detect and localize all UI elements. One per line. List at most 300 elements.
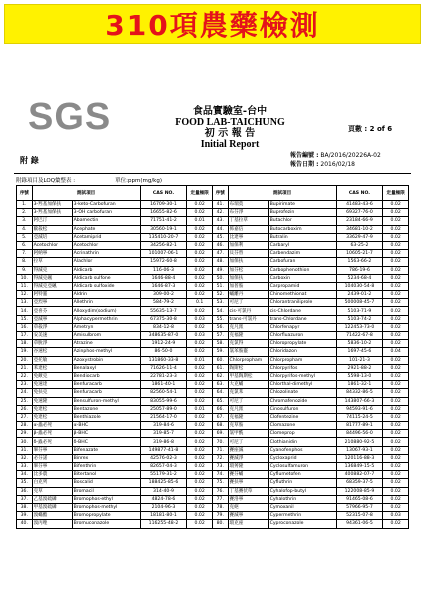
name-en: Boscalid bbox=[72, 479, 140, 487]
row-number: 29. bbox=[17, 430, 33, 438]
cas-number: 22781-23-3 bbox=[140, 372, 187, 380]
table-row bbox=[17, 438, 409, 446]
cas-number: 2439-01-2 bbox=[336, 291, 383, 299]
row-number: 35. bbox=[17, 479, 33, 487]
row-number: 44. bbox=[212, 225, 228, 233]
name-zh: 布瑞莫 bbox=[228, 201, 268, 209]
cas-number: 500008-45-7 bbox=[336, 299, 383, 307]
row-number: 52. bbox=[212, 291, 228, 299]
loq-value: 0.02 bbox=[383, 381, 409, 389]
row-number: 77. bbox=[212, 495, 228, 503]
name-zh: 3-羥基加保扶 bbox=[32, 201, 72, 209]
loq-value: 0.02 bbox=[383, 250, 409, 258]
name-en: Bromopropylate bbox=[72, 512, 140, 520]
table-row bbox=[17, 405, 409, 413]
cas-number: 23184-66-9 bbox=[336, 217, 383, 225]
loq-value: 0.02 bbox=[187, 430, 213, 438]
loq-value: 0.02 bbox=[383, 241, 409, 249]
name-zh: Acetochlor bbox=[32, 241, 72, 249]
name-zh: 免敵克 bbox=[32, 372, 72, 380]
lod-label: 附錄項目及LOQ彙整表 : bbox=[16, 178, 76, 184]
loq-value: 0.02 bbox=[187, 274, 213, 282]
name-zh: 克凡派 bbox=[228, 323, 268, 331]
row-number: 19. bbox=[17, 348, 33, 356]
cas-number: 5103-71-9 bbox=[336, 307, 383, 315]
name-en: Carpropamid bbox=[268, 282, 336, 290]
loq-value: 0.02 bbox=[383, 291, 409, 299]
row-number: 1. bbox=[17, 201, 33, 209]
name-zh: 3-羥基加保扶 bbox=[32, 209, 72, 217]
cas-number: 188425-85-6 bbox=[140, 479, 187, 487]
table-header-row bbox=[17, 186, 409, 201]
name-en: cis-Chlordane bbox=[268, 307, 336, 315]
name-zh: 環克座 bbox=[228, 520, 268, 528]
table-row bbox=[17, 348, 409, 356]
loq-value: 0.02 bbox=[383, 463, 409, 471]
name-zh: 阿納寧 bbox=[32, 250, 72, 258]
report-no: BA/2016/20226A-02 bbox=[320, 152, 381, 159]
cas-number: 71626-11-4 bbox=[140, 364, 187, 372]
name-en: 3-OH carbofuran bbox=[72, 209, 140, 217]
header-cas: CAS NO. bbox=[336, 186, 383, 201]
loq-value: 0.02 bbox=[383, 315, 409, 323]
row-number: 13. bbox=[17, 299, 33, 307]
row-number: 15. bbox=[17, 315, 33, 323]
lab-name-zh: 食品實驗室-台中 bbox=[192, 106, 268, 117]
table-row bbox=[17, 225, 409, 233]
cas-number: 1697-45-6 bbox=[336, 348, 383, 356]
table-row bbox=[17, 323, 409, 331]
header-loq: 定量極限 bbox=[383, 186, 409, 201]
row-number: 72. bbox=[212, 454, 228, 462]
name-en: Benthiazole bbox=[72, 413, 140, 421]
loq-value: 0.02 bbox=[383, 201, 409, 209]
loq-value: 0.02 bbox=[187, 291, 213, 299]
cas-number: 101007-06-1 bbox=[140, 250, 187, 258]
name-en: α-BHC bbox=[72, 422, 140, 430]
name-zh: 比達寧 bbox=[228, 233, 268, 241]
title-banner bbox=[4, 4, 421, 44]
row-number: 26. bbox=[17, 405, 33, 413]
loq-value: 0.02 bbox=[383, 266, 409, 274]
row-number: 16. bbox=[17, 323, 33, 331]
loq-value: 0.01 bbox=[187, 217, 213, 225]
loq-value: 0.02 bbox=[383, 217, 409, 225]
cas-number: 584-79-2 bbox=[140, 299, 187, 307]
report-type-zh: 初 示 報 告 bbox=[204, 128, 256, 139]
loq-value: 0.02 bbox=[383, 274, 409, 282]
table-row bbox=[17, 422, 409, 430]
cas-number: 84496-56-0 bbox=[336, 430, 383, 438]
loq-value: 0.02 bbox=[383, 340, 409, 348]
cas-number: 86-50-0 bbox=[140, 348, 187, 356]
cas-number: 5103-74-2 bbox=[336, 315, 383, 323]
header-no: 序號 bbox=[17, 186, 33, 201]
name-en: 3-keto-Carbofuran bbox=[72, 201, 140, 209]
row-number: 7. bbox=[17, 250, 33, 258]
name-en: Cyfluthrin bbox=[268, 479, 336, 487]
report-type-en: Initial Report bbox=[200, 139, 260, 150]
loq-value: 0.02 bbox=[187, 503, 213, 511]
name-zh: 加保利 bbox=[228, 241, 268, 249]
cas-number: 18181-80-1 bbox=[140, 512, 187, 520]
loq-value: 0.02 bbox=[187, 463, 213, 471]
name-en: Bentazone bbox=[72, 405, 140, 413]
cas-number: 314-40-9 bbox=[140, 487, 187, 495]
cas-number: 52315-07-8 bbox=[336, 512, 383, 520]
name-zh: 阿特靈 bbox=[32, 291, 72, 299]
loq-value: 0.02 bbox=[187, 323, 213, 331]
name-en: Alphacypermethrin bbox=[72, 315, 140, 323]
name-zh: 免達松 bbox=[32, 405, 72, 413]
name-zh: 克福隆 bbox=[228, 332, 268, 340]
name-zh: 亞滅寧 bbox=[32, 315, 72, 323]
name-zh: 賽扶寧 bbox=[228, 479, 268, 487]
name-en: Carboxin bbox=[268, 274, 336, 282]
banner-title: 310項農藥檢測 bbox=[105, 9, 320, 42]
loq-value: 0.02 bbox=[187, 225, 213, 233]
row-number: 5. bbox=[17, 233, 33, 241]
name-en: Binrex bbox=[72, 454, 140, 462]
row-number: 62. bbox=[212, 372, 228, 380]
loq-value: 0.02 bbox=[187, 381, 213, 389]
name-en: Chlorantraniliprole bbox=[268, 299, 336, 307]
row-number: 23. bbox=[17, 381, 33, 389]
row-number: 6. bbox=[17, 241, 33, 249]
row-number: 68. bbox=[212, 422, 228, 430]
name-en: Ametryn bbox=[72, 323, 140, 331]
name-en: Bensulfuron-methyl bbox=[72, 397, 140, 405]
cas-number: 1646-87-3 bbox=[140, 282, 187, 290]
loq-value: 0.02 bbox=[187, 250, 213, 258]
loq-value: 0.02 bbox=[383, 503, 409, 511]
loq-value: 0.02 bbox=[187, 438, 213, 446]
table-row bbox=[17, 258, 409, 266]
cas-number: 5836-10-2 bbox=[336, 340, 383, 348]
cas-number: 84332-86-5 bbox=[336, 389, 383, 397]
row-number: 49. bbox=[212, 266, 228, 274]
name-zh: 環莠隆 bbox=[228, 463, 268, 471]
name-zh: 蟎離丹 bbox=[228, 291, 268, 299]
name-en: Acephate bbox=[72, 225, 140, 233]
loq-value: 0.02 bbox=[187, 201, 213, 209]
name-zh: 亞烈寧 bbox=[32, 299, 72, 307]
cas-number: 94593-91-6 bbox=[336, 405, 383, 413]
name-en: Bromuconazole bbox=[72, 520, 140, 528]
lab-name-en: FOOD LAB-TAICHUNG bbox=[175, 117, 285, 128]
table-row bbox=[17, 446, 409, 454]
row-number: 43. bbox=[212, 217, 228, 225]
row-number: 3. bbox=[17, 217, 33, 225]
table-row bbox=[17, 209, 409, 217]
name-en: Benfuracarb bbox=[72, 389, 140, 397]
name-en: Benfuracarb bbox=[72, 381, 140, 389]
name-en: Clofentezine bbox=[268, 413, 336, 421]
cas-number: 1563-66-2 bbox=[336, 258, 383, 266]
name-zh: cis-可氯丹 bbox=[228, 307, 268, 315]
table-note bbox=[16, 176, 162, 184]
table-row bbox=[17, 274, 409, 282]
name-zh: 加芬松 bbox=[228, 266, 268, 274]
name-zh: 阿巴汀 bbox=[32, 217, 72, 225]
cas-number: 71422-67-8 bbox=[336, 332, 383, 340]
cas-number: 91465-08-6 bbox=[336, 495, 383, 503]
table-row bbox=[17, 471, 409, 479]
row-number: 56. bbox=[212, 323, 228, 331]
row-number: 9. bbox=[17, 266, 33, 274]
loq-value: 0.02 bbox=[187, 282, 213, 290]
cas-number: 149877-41-8 bbox=[140, 446, 187, 454]
row-number: 46. bbox=[212, 241, 228, 249]
loq-value: 0.02 bbox=[187, 446, 213, 454]
name-zh: 克草胺 bbox=[228, 422, 268, 430]
name-en: Bifenthrin bbox=[72, 463, 140, 471]
table-row bbox=[17, 413, 409, 421]
header-item: 測試項目 bbox=[32, 186, 140, 201]
row-number: 70. bbox=[212, 438, 228, 446]
loq-value: 0.02 bbox=[383, 471, 409, 479]
name-en: Chloridazon bbox=[268, 348, 336, 356]
loq-value: 0.02 bbox=[383, 446, 409, 454]
cas-number: 319-84-6 bbox=[140, 422, 187, 430]
name-zh: 畢芬寧 bbox=[32, 446, 72, 454]
name-en: Bitertanol bbox=[72, 471, 140, 479]
table-row bbox=[17, 291, 409, 299]
row-number: 51. bbox=[212, 282, 228, 290]
name-zh: 拉草 bbox=[32, 258, 72, 266]
name-zh: 加保扶 bbox=[228, 274, 268, 282]
cas-number: 101-21-3 bbox=[336, 356, 383, 364]
name-zh: 亞滅培 bbox=[32, 233, 72, 241]
loq-value: 0.02 bbox=[383, 397, 409, 405]
name-en: Bromacil bbox=[72, 487, 140, 495]
name-en: Benalaxyl bbox=[72, 364, 140, 372]
table-row bbox=[17, 381, 409, 389]
row-number: 33. bbox=[17, 463, 33, 471]
loq-value: 0.02 bbox=[187, 479, 213, 487]
name-zh: Chlorpropham bbox=[228, 356, 268, 364]
table-row bbox=[17, 299, 409, 307]
cas-number: 74115-24-5 bbox=[336, 413, 383, 421]
loq-value: 0.01 bbox=[187, 356, 213, 364]
name-en: Bifenazate bbox=[72, 446, 140, 454]
row-number: 65. bbox=[212, 397, 228, 405]
name-en: Azoxystrobin bbox=[72, 356, 140, 364]
name-zh: 氯甲酰 bbox=[228, 430, 268, 438]
cas-number: 13067-93-1 bbox=[336, 446, 383, 454]
loq-value: 0.02 bbox=[383, 209, 409, 217]
cas-number: 15972-60-8 bbox=[140, 258, 187, 266]
name-en: Cyhalothrin bbox=[268, 495, 336, 503]
cas-number: 4824-78-6 bbox=[140, 495, 187, 503]
name-zh: 歐殺松 bbox=[32, 225, 72, 233]
loq-value: 0.02 bbox=[383, 413, 409, 421]
cas-number: 1646-88-4 bbox=[140, 274, 187, 282]
name-en: Aldrin bbox=[72, 291, 140, 299]
name-en: Cyproconazole bbox=[268, 520, 336, 528]
name-zh: 谷速松 bbox=[32, 348, 72, 356]
loq-value: 0.02 bbox=[383, 389, 409, 397]
loq-value: 0.03 bbox=[187, 332, 213, 340]
name-zh: 得滅克亞碸 bbox=[32, 282, 72, 290]
row-number: 34. bbox=[17, 471, 33, 479]
cas-number: 5598-13-0 bbox=[336, 372, 383, 380]
cas-number: 55179-31-2 bbox=[140, 471, 187, 479]
cas-number: 120116-88-3 bbox=[336, 454, 383, 462]
name-zh: δ-蟲必死 bbox=[32, 438, 72, 446]
row-number: 25. bbox=[17, 397, 33, 405]
row-number: 40. bbox=[17, 520, 33, 528]
loq-value: 0.02 bbox=[187, 495, 213, 503]
name-zh: 草殺淨 bbox=[32, 323, 72, 331]
name-en: Carbendazim bbox=[268, 250, 336, 258]
name-en: Butachlor bbox=[268, 217, 336, 225]
name-en: Clomeprop bbox=[268, 430, 336, 438]
name-en: δ-BHC bbox=[72, 438, 140, 446]
name-en: Allethrin bbox=[72, 299, 140, 307]
cas-number: 55635-13-7 bbox=[140, 307, 187, 315]
name-en: Chlorpyrifos-methyl bbox=[268, 372, 336, 380]
cas-number: 116255-48-2 bbox=[140, 520, 187, 528]
name-zh: 亞喜芬 bbox=[32, 307, 72, 315]
loq-value: 0.1 bbox=[187, 299, 213, 307]
name-en: Alachlor bbox=[72, 258, 140, 266]
loq-value: 0.02 bbox=[383, 282, 409, 290]
loq-value: 0.02 bbox=[187, 454, 213, 462]
table-row bbox=[17, 241, 409, 249]
cas-number: 63-25-2 bbox=[336, 241, 383, 249]
name-zh: 賽滅寧 bbox=[228, 512, 268, 520]
row-number: 50. bbox=[212, 274, 228, 282]
loq-value: 0.02 bbox=[187, 348, 213, 356]
name-en: Chlorpropham bbox=[268, 356, 336, 364]
name-zh: 亞托敏 bbox=[32, 356, 72, 364]
loq-value: 0.02 bbox=[187, 241, 213, 249]
cas-number: 94361-06-5 bbox=[336, 520, 383, 528]
row-number: 78. bbox=[212, 503, 228, 511]
table-row bbox=[17, 487, 409, 495]
loq-value: 0.02 bbox=[187, 364, 213, 372]
table-row bbox=[17, 463, 409, 471]
loq-value: 0.03 bbox=[383, 512, 409, 520]
table-row bbox=[17, 315, 409, 323]
row-number: 31. bbox=[17, 446, 33, 454]
row-number: 54. bbox=[212, 307, 228, 315]
name-zh: 得滅克 bbox=[32, 266, 72, 274]
row-number: 18. bbox=[17, 340, 33, 348]
loq-value: 0.01 bbox=[187, 405, 213, 413]
cas-number: 309-00-2 bbox=[140, 291, 187, 299]
row-number: 20. bbox=[17, 356, 33, 364]
name-en: Chloropropylate bbox=[268, 340, 336, 348]
name-zh: 加普胺 bbox=[228, 282, 268, 290]
cas-number: 400882-07-7 bbox=[336, 471, 383, 479]
name-zh: 苯達松 bbox=[32, 364, 72, 372]
row-number: 28. bbox=[17, 422, 33, 430]
row-number: 27. bbox=[17, 413, 33, 421]
loq-value: 0.02 bbox=[187, 422, 213, 430]
cas-number: 71751-41-2 bbox=[140, 217, 187, 225]
page-number: 頁數 : 2 of 6 bbox=[348, 125, 393, 133]
name-en: Bupirimate bbox=[268, 201, 336, 209]
cas-number: 834-12-8 bbox=[140, 323, 187, 331]
row-number: 79. bbox=[212, 512, 228, 520]
loq-value: 0.02 bbox=[187, 372, 213, 380]
row-number: 63. bbox=[212, 381, 228, 389]
loq-value: 0.02 bbox=[383, 495, 409, 503]
name-en: Chinomethionat bbox=[268, 291, 336, 299]
loq-value: 0.02 bbox=[383, 225, 409, 233]
cas-number: 1861-40-1 bbox=[140, 381, 187, 389]
row-number: 64. bbox=[212, 389, 228, 397]
loq-value: 0.02 bbox=[187, 520, 213, 528]
cas-number: 104030-54-8 bbox=[336, 282, 383, 290]
cas-number: 82657-04-3 bbox=[140, 463, 187, 471]
row-number: 36. bbox=[17, 487, 33, 495]
name-en: Cymoxanil bbox=[268, 503, 336, 511]
loq-value: 0.02 bbox=[383, 454, 409, 462]
table-row bbox=[17, 397, 409, 405]
table-row bbox=[17, 266, 409, 274]
pesticide-table bbox=[16, 185, 409, 529]
loq-value: 0.02 bbox=[187, 487, 213, 495]
header-no: 序號 bbox=[212, 186, 228, 201]
cas-number: 41483-43-6 bbox=[336, 201, 383, 209]
table-row bbox=[17, 282, 409, 290]
name-en: Azinphos-methyl bbox=[72, 348, 140, 356]
name-en: Aldicarb sulfoxide bbox=[72, 282, 140, 290]
cas-number: 83055-99-6 bbox=[140, 397, 187, 405]
name-zh: 甲基陶斯松 bbox=[228, 372, 268, 380]
annex-label: 附 錄 bbox=[20, 156, 39, 165]
row-number: 69. bbox=[212, 430, 228, 438]
cas-number: 34681-10-2 bbox=[336, 225, 383, 233]
unit-label: 單位:ppm(mg/kg) bbox=[115, 178, 163, 184]
name-en: Bromophos-ethyl bbox=[72, 495, 140, 503]
row-number: 11. bbox=[17, 282, 33, 290]
table-row bbox=[17, 356, 409, 364]
loq-value: 0.04 bbox=[383, 348, 409, 356]
row-number: 10. bbox=[17, 274, 33, 282]
cas-number: 68359-37-5 bbox=[336, 479, 383, 487]
row-number: 74. bbox=[212, 471, 228, 479]
loq-value: 0.02 bbox=[187, 307, 213, 315]
sgs-logo: SGS bbox=[28, 96, 112, 138]
name-en: Buprofezin bbox=[268, 209, 336, 217]
name-zh: 賽座滅 bbox=[228, 446, 268, 454]
cas-number: 143807-66-3 bbox=[336, 397, 383, 405]
name-zh: 克草 bbox=[32, 487, 72, 495]
name-zh: 克氯得 bbox=[228, 340, 268, 348]
name-en: Carbophenothion bbox=[268, 266, 336, 274]
row-number: 2. bbox=[17, 209, 33, 217]
table-row bbox=[17, 217, 409, 225]
cas-number: 135410-20-7 bbox=[140, 233, 187, 241]
name-en: Chlorfluazuron bbox=[268, 332, 336, 340]
name-zh: 克凡派 bbox=[228, 405, 268, 413]
name-en: β-BHC bbox=[72, 430, 140, 438]
table-row bbox=[17, 340, 409, 348]
name-en: Chlorthal-dimethyl bbox=[268, 381, 336, 389]
row-number: 14. bbox=[17, 307, 33, 315]
row-number: 22. bbox=[17, 372, 33, 380]
cas-number: 210880-92-5 bbox=[336, 438, 383, 446]
name-zh: 丁基拉草 bbox=[228, 217, 268, 225]
report-no-label: 報告編號 : bbox=[290, 152, 319, 159]
loq-value: 0.02 bbox=[187, 340, 213, 348]
loq-value: 0.02 bbox=[187, 512, 213, 520]
table-row bbox=[17, 430, 409, 438]
